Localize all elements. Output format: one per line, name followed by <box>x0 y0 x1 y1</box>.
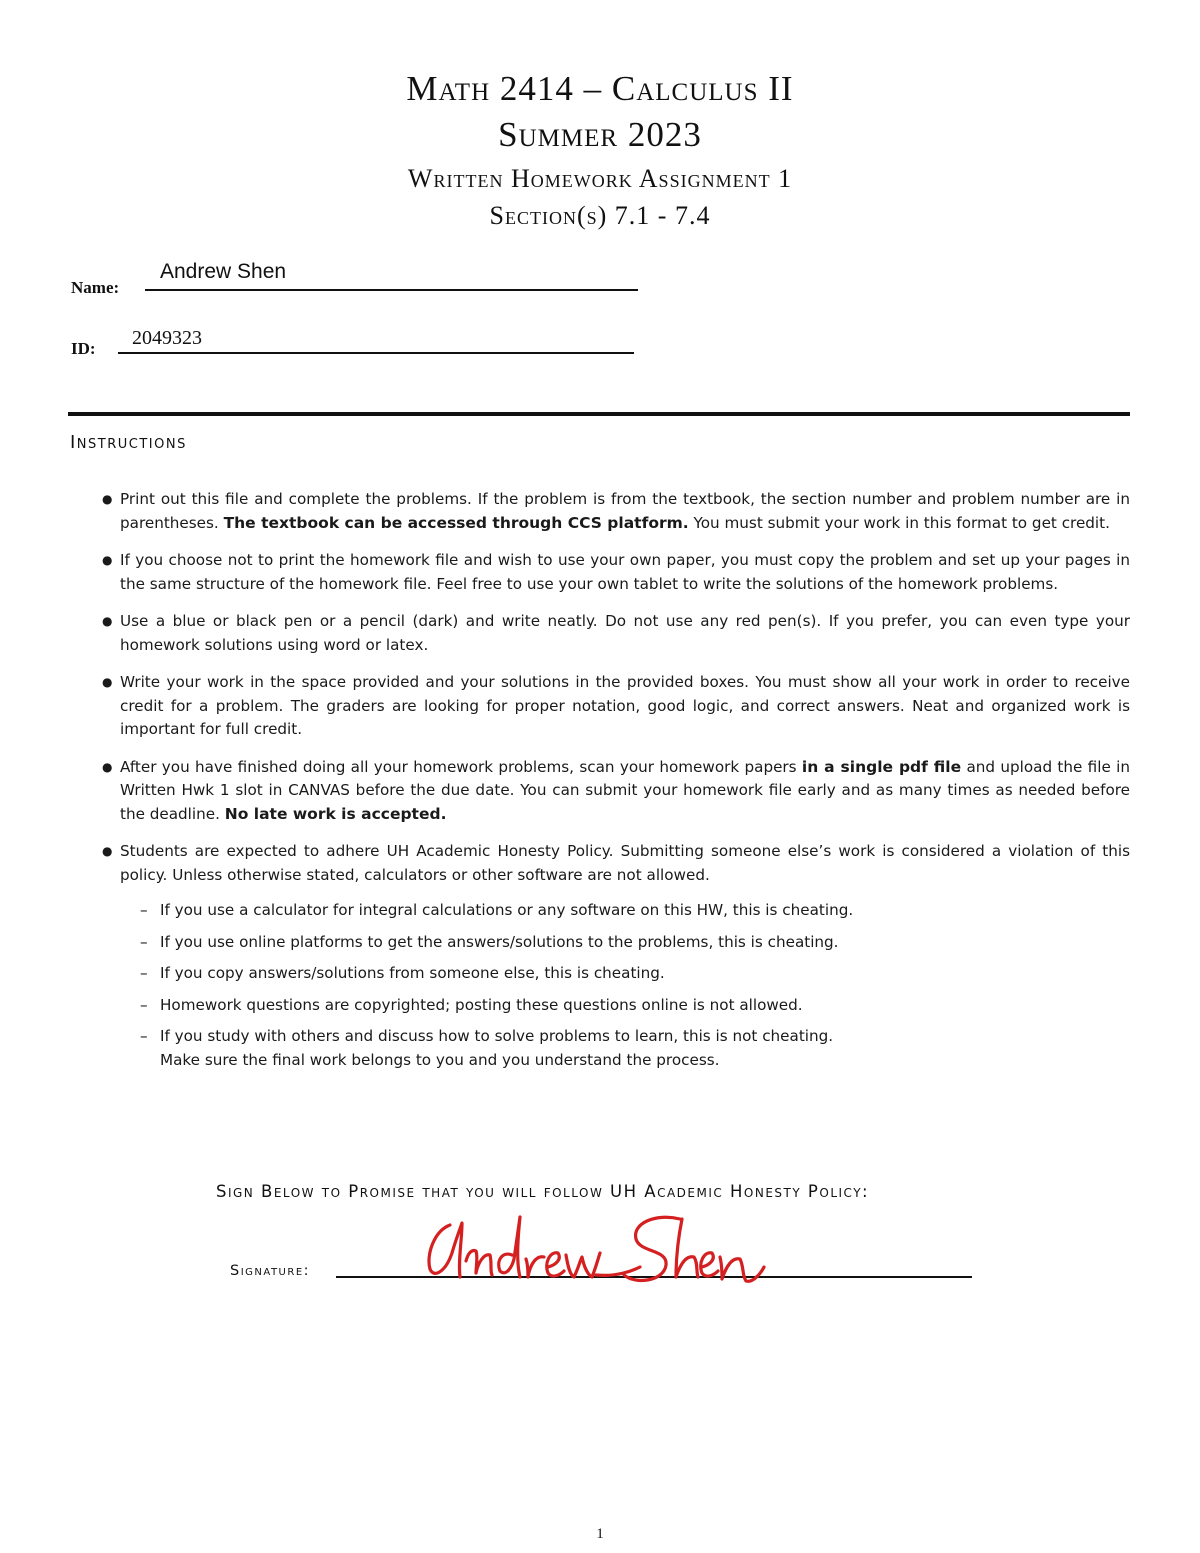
bullet-icon: ● <box>102 759 113 774</box>
instruction-item: ● Write your work in the space provided and your solutions in the provided boxes. You must show all your work in order to receive credit for a problem. The graders are looking for proper notation, good logic, and correct answers. Neat and organized work is important for full credit. <box>102 673 1130 738</box>
signature-strokes <box>429 1217 764 1281</box>
dash-icon: – <box>140 1027 148 1045</box>
sub-item: – If you use a calculator for integral calculations or any software on this HW, this is cheating. <box>120 899 1130 923</box>
title-block <box>0 66 1200 236</box>
name-label: Name: <box>71 278 120 297</box>
dash-icon: – <box>140 932 148 951</box>
instruction-item: ● If you choose not to print the homework file and wish to use your own paper, you must copy the problem and set up your pages in the same structure of the homework file. Feel free to use your own tablet to write the solutions of the homework problems. <box>102 551 1130 593</box>
instruction-item: ● After you have finished doing all your homework problems, scan your homework papers in a single pdf file and upload the file in Written Hwk 1 slot in CANVAS before the due date. You can submit your homework file early and as many times as needed before the deadline. No late work is accepted. <box>102 757 1130 823</box>
term-title: Summer 2023 <box>498 115 702 154</box>
bullet-icon: ● <box>102 492 113 506</box>
instruction-item: ● Students are expected to adhere UH Academic Honesty Policy. Submitting someone else’s work is considered a violation of this policy. Unless otherwise stated, calculators or other software are not allowed. – If you use a calculator for integral calculations or any software on this HW, this is cheating. – If you use online platforms to get the answers/solutions to the problems, this is cheating. – If you copy answers/solutions from someone else, this is cheating. – Homework questions are copyrighted; posting these questions online is not allowed. – If you study with others and discuss how to solve problems to learn, this is not cheating. Make sure the final work belongs to you and you understand the process. <box>100 840 1130 1072</box>
name-field[interactable]: Andrew Shen <box>160 260 287 283</box>
bullet-icon: ● <box>102 553 113 567</box>
instructions-list <box>100 488 1130 1086</box>
dash-icon: – <box>140 901 148 919</box>
bullet-icon: ● <box>102 675 113 689</box>
assignment-title: Written Homework Assignment 1 <box>407 164 793 193</box>
name-underline <box>145 289 638 291</box>
sub-item: – If you copy answers/solutions from someone else, this is cheating. <box>120 962 1130 986</box>
id-label: ID: <box>71 339 96 358</box>
honesty-sub-list <box>120 899 1130 1072</box>
instruction-item: ● Use a blue or black pen or a pencil (dark) and write neatly. Do not use any red pen(s). If you prefer, you can even type your homework solutions using word or latex. <box>102 612 1130 654</box>
instructions-heading: Instructions <box>70 432 187 453</box>
instruction-item: ● Print out this file and complete the problems. If the problem is from the textbook, the section number and problem number are in parentheses. The textbook can be accessed through CCS platform. You must submit your work in this format to get credit. <box>102 490 1130 532</box>
dash-icon: – <box>140 964 148 982</box>
bullet-icon: ● <box>102 844 113 858</box>
bullet-icon: ● <box>102 614 113 628</box>
id-underline <box>118 352 634 354</box>
section-divider <box>68 412 1130 416</box>
sub-item: – If you use online platforms to get the answers/solutions to the problems, this is cheating. <box>120 931 1130 955</box>
sections-title: Section(s) 7.1 - 7.4 <box>489 201 711 230</box>
sub-item: – Homework questions are copyrighted; posting these questions online is not allowed. <box>120 994 1130 1018</box>
course-title: Math 2414 – Calculus II <box>406 69 794 108</box>
id-field[interactable]: 2049323 <box>132 327 202 349</box>
signature-heading: Sign Below to Promise that you will follow UH Academic Honesty Policy: <box>216 1182 870 1201</box>
dash-icon: – <box>140 995 148 1014</box>
page-number: 1 <box>596 1526 604 1542</box>
signature-label: Signature: <box>230 1263 311 1279</box>
handwritten-signature[interactable] <box>420 1205 800 1295</box>
sub-item: – If you study with others and discuss how to solve problems to learn, this is not cheating. Make sure the final work belongs to you and you understand the process. <box>140 1027 834 1069</box>
